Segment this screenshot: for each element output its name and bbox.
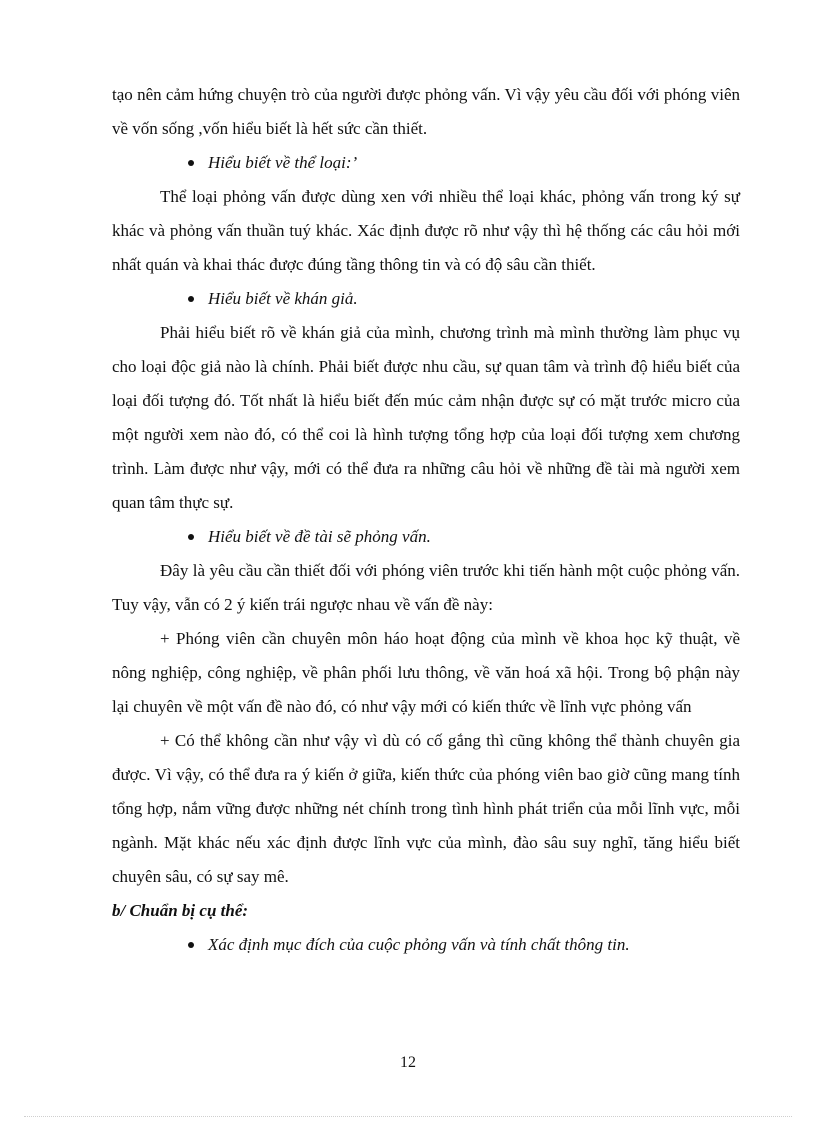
paragraph-intro: tạo nên cảm hứng chuyện trò của người được phỏng vấn. Vì vậy yêu cầu đối với phóng viên về vốn sống ,vốn hiểu biết là hết sức cần thiết. bbox=[112, 85, 740, 138]
paragraph-audience: Phải hiểu biết rõ về khán giả của mình, chương trình mà mình thường làm phục vụ cho loại độc giả nào là chính. Phải biết được nhu cầu, sự quan tâm và trình độ hiểu biết của loại đối tượng đó. Tốt nhất là hiểu biết đến múc cảm nhận được sự có mặt trước micro của một người xem nào đó, có thể coi là hình tượng tổng hợp của loại đối tượng xem chương trình. Làm được như vậy, mới có thể đưa ra những câu hỏi về những đề tài mà người xem quan tâm thực sự. bbox=[112, 323, 740, 512]
bullet-dot-icon bbox=[188, 296, 194, 302]
bullet-interview-purpose bbox=[112, 928, 740, 962]
section-heading: b/ Chuẩn bị cụ thể: bbox=[112, 901, 249, 920]
bullet-topic-knowledge bbox=[112, 520, 740, 554]
page-bottom-border bbox=[24, 1116, 792, 1117]
bullet-text: Xác định mục đích của cuộc phỏng vấn và tính chất thông tin. bbox=[208, 935, 630, 954]
bullet-genre-knowledge bbox=[112, 146, 740, 180]
paragraph-opinion-two: + Có thể không cần như vậy vì dù có cố gắng thì cũng không thể thành chuyên gia được. Vì vậy, có thể đưa ra ý kiến ở giữa, kiến thức của phóng viên bao giờ cũng mang tính tổng hợp, nắm vững được những nét chính trong tình hình phát triển của mỗi lĩnh vực, mỗi ngành. Mặt khác nếu xác định được lĩnh vực của mình, đào sâu suy nghĩ, tăng hiểu biết chuyên sâu, có sự say mê. bbox=[112, 731, 740, 886]
bullet-text: Hiểu biết về thể loại:’ bbox=[208, 153, 358, 172]
page-content bbox=[112, 78, 740, 962]
bullet-text: Hiểu biết về khán giả. bbox=[208, 289, 358, 308]
paragraph-topic: Đây là yêu cầu cần thiết đối với phóng viên trước khi tiến hành một cuộc phỏng vấn. Tuy vậy, vẫn có 2 ý kiến trái ngược nhau về vấn đề này: bbox=[112, 561, 740, 614]
bullet-dot-icon bbox=[188, 160, 194, 166]
bullet-dot-icon bbox=[188, 534, 194, 540]
paragraph-genre: Thể loại phỏng vấn được dùng xen với nhiều thể loại khác, phỏng vấn trong ký sự khác và phỏng vấn thuần tuý khác. Xác định được rõ như vậy thì hệ thống các câu hỏi mới nhất quán và khai thác được đúng tầng thông tin và có độ sâu cần thiết. bbox=[112, 187, 740, 274]
bullet-text: Hiểu biết về đề tài sẽ phỏng vấn. bbox=[208, 527, 431, 546]
page-number: 12 bbox=[400, 1054, 416, 1071]
paragraph-opinion-one: + Phóng viên cần chuyên môn háo hoạt động của mình về khoa học kỹ thuật, về nông nghiệp, công nghiệp, về phân phối lưu thông, về văn hoá xã hội. Trong bộ phận này lại chuyên về một vấn đề nào đó, có như vậy mới có kiến thức về lĩnh vực phỏng vấn bbox=[112, 629, 740, 716]
bullet-dot-icon bbox=[188, 942, 194, 948]
bullet-audience-knowledge bbox=[112, 282, 740, 316]
